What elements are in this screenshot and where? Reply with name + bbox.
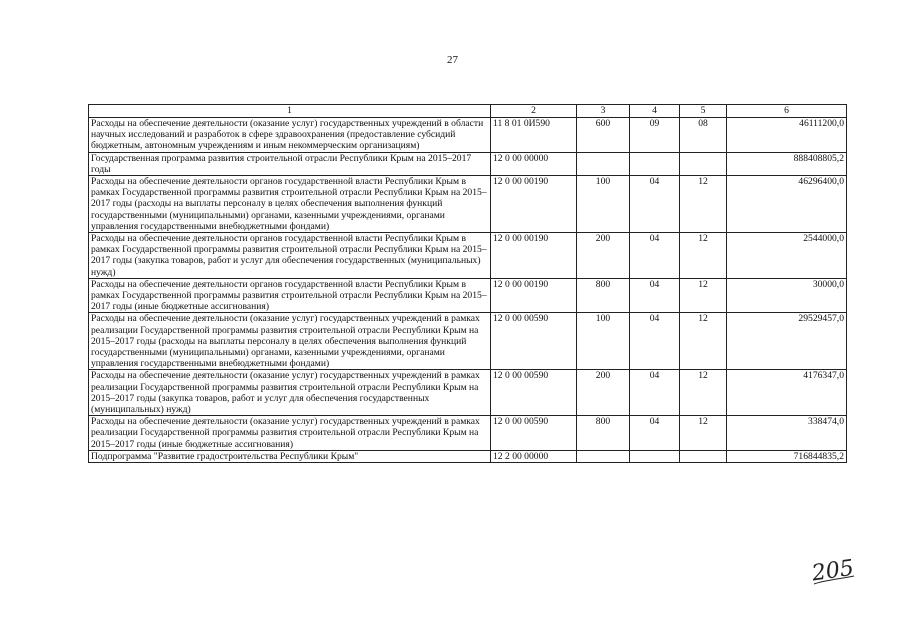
row-description: Подпрограмма "Развитие градостроительства Республики Крым"	[89, 450, 491, 462]
table-header-row	[89, 105, 847, 118]
row-section: 04	[630, 313, 680, 370]
row-subsection	[680, 450, 727, 462]
row-description: Расходы на обеспечение деятельности (оказание услуг) государственных учреждений в рамках реализации Государственной программы развития строительной отрасли Республики Крым на 2015–2017 годы (иные бюджетные ассигнования)	[89, 416, 491, 451]
row-target-code: 12 0 00 00590	[491, 313, 577, 370]
handwritten-number: 205	[810, 555, 856, 587]
row-amount: 30000,0	[727, 278, 847, 313]
table-row	[89, 176, 847, 233]
row-section: 04	[630, 176, 680, 233]
row-expense-type: 200	[577, 370, 630, 416]
column-header: 4	[630, 105, 680, 118]
row-expense-type	[577, 450, 630, 462]
row-target-code: 12 2 00 00000	[491, 450, 577, 462]
row-amount: 46296400,0	[727, 176, 847, 233]
row-description: Расходы на обеспечение деятельности органов государственной власти Республики Крым в рамках Государственной программы развития строительной отрасли Республики Крым на 2015–2017 годы (иные бюджетные ассигнования)	[89, 278, 491, 313]
row-target-code: 12 0 00 00590	[491, 416, 577, 451]
row-description: Расходы на обеспечение деятельности органов государственной власти Республики Крым в рамках Государственной программы развития строительной отрасли Республики Крым на 2015–2017 годы (закупка товаров, работ и услуг для обеспечения государственных (муниципальных) нужд)	[89, 233, 491, 279]
row-section: 09	[630, 118, 680, 153]
row-description: Расходы на обеспечение деятельности органов государственной власти Республики Крым в рамках Государственной программы развития строительной отрасли Республики Крым на 2015–2017 годы (расходы на выплаты персоналу в целях обеспечения выполнения функций государственными (муниципальными) органами, казенными учреждениями, органами управления государственными внебюджетными фондами)	[89, 176, 491, 233]
row-description: Расходы на обеспечение деятельности (оказание услуг) государственных учреждений в рамках реализации Государственной программы развития строительной отрасли Республики Крым на 2015–2017 годы (расходы на выплаты персоналу в целях обеспечения выполнения функций государственными (муниципальными) органами, казенными учреждениями, органами управления государственными внебюджетными фондами)	[89, 313, 491, 370]
table-row	[89, 450, 847, 462]
row-target-code: 12 0 00 00590	[491, 370, 577, 416]
row-section	[630, 450, 680, 462]
row-expense-type: 100	[577, 176, 630, 233]
column-header: 5	[680, 105, 727, 118]
column-header: 1	[89, 105, 491, 118]
row-expense-type: 600	[577, 118, 630, 153]
row-expense-type: 800	[577, 278, 630, 313]
table-row	[89, 233, 847, 279]
row-section: 04	[630, 416, 680, 451]
row-subsection: 12	[680, 416, 727, 451]
row-section: 04	[630, 233, 680, 279]
budget-table	[88, 104, 847, 463]
row-amount: 46111200,0	[727, 118, 847, 153]
row-amount: 4176347,0	[727, 370, 847, 416]
table-row	[89, 313, 847, 370]
table-row	[89, 278, 847, 313]
row-section	[630, 152, 680, 175]
row-subsection: 12	[680, 370, 727, 416]
row-subsection: 12	[680, 313, 727, 370]
row-subsection: 12	[680, 176, 727, 233]
row-section: 04	[630, 370, 680, 416]
column-header: 3	[577, 105, 630, 118]
row-target-code: 12 0 00 00190	[491, 233, 577, 279]
row-section: 04	[630, 278, 680, 313]
row-subsection: 08	[680, 118, 727, 153]
row-description: Расходы на обеспечение деятельности (оказание услуг) государственных учреждений в области научных исследований и разработок в сфере здравоохранения (предоставление субсидий бюджетным, автономным учреждениям и иным некоммерческим организациям)	[89, 118, 491, 153]
row-amount: 2544000,0	[727, 233, 847, 279]
row-target-code: 12 0 00 00190	[491, 278, 577, 313]
row-description: Государственная программа развития строительной отрасли Республики Крым на 2015–2017 годы	[89, 152, 491, 175]
row-expense-type: 100	[577, 313, 630, 370]
page-number: 27	[447, 54, 458, 66]
row-expense-type: 800	[577, 416, 630, 451]
row-target-code: 12 0 00 00000	[491, 152, 577, 175]
handwritten-page-mark	[810, 552, 870, 592]
row-expense-type	[577, 152, 630, 175]
row-target-code: 11 8 01 0И590	[491, 118, 577, 153]
row-subsection: 12	[680, 233, 727, 279]
table-row	[89, 370, 847, 416]
row-expense-type: 200	[577, 233, 630, 279]
row-subsection	[680, 152, 727, 175]
table-row	[89, 118, 847, 153]
table-row	[89, 416, 847, 451]
row-subsection: 12	[680, 278, 727, 313]
row-amount: 716844835,2	[727, 450, 847, 462]
row-amount: 338474,0	[727, 416, 847, 451]
table-row	[89, 152, 847, 175]
column-header: 2	[491, 105, 577, 118]
column-header: 6	[727, 105, 847, 118]
row-target-code: 12 0 00 00190	[491, 176, 577, 233]
row-amount: 888408805,2	[727, 152, 847, 175]
row-description: Расходы на обеспечение деятельности (оказание услуг) государственных учреждений в рамках реализации Государственной программы развития строительной отрасли Республики Крым на 2015–2017 годы (закупка товаров, работ и услуг для обеспечения государственных (муниципальных) нужд)	[89, 370, 491, 416]
row-amount: 29529457,0	[727, 313, 847, 370]
